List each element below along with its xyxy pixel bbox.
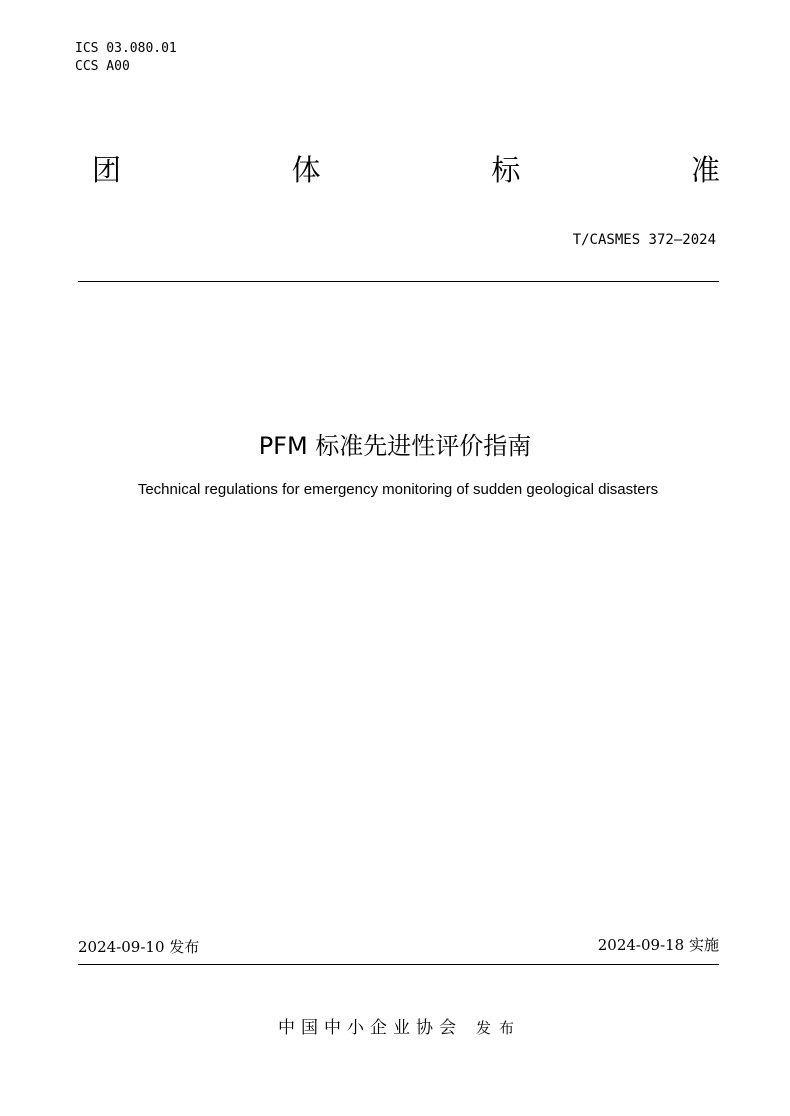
classification-codes [75, 40, 177, 76]
top-divider [78, 281, 719, 282]
publisher-name: 中国中小企业协会 [277, 1018, 462, 1038]
implementation-date: 2024-09-18 实施 [597, 936, 719, 954]
bottom-divider [78, 964, 719, 965]
ccs-code: CCS A00 [75, 59, 130, 74]
publisher-line [0, 1016, 790, 1040]
issue-date: 2024-09-10 发布 [78, 938, 200, 956]
publisher-verb: 发布 [475, 1019, 522, 1037]
standard-number: T/CASMES 372—2024 [572, 232, 716, 248]
document-title-english: Technical regulations for emergency monitoring of sudden geological disasters [137, 481, 659, 498]
standard-type-char: 体 [291, 153, 321, 187]
ics-code: ICS 03.080.01 [75, 41, 177, 56]
standard-type-char: 团 [92, 153, 122, 187]
standard-type-char: 标 [491, 153, 521, 187]
standard-type-heading [92, 150, 720, 190]
standard-type-char: 准 [690, 153, 720, 187]
document-title-chinese: PFM 标准先进性评价指南 [258, 432, 532, 460]
